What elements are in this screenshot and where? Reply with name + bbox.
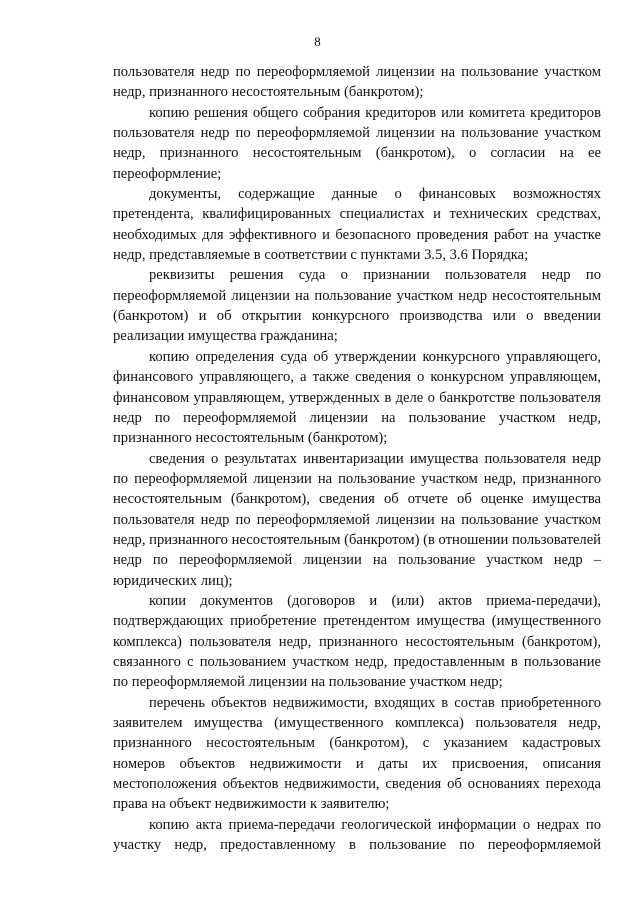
paragraph bbox=[113, 265, 601, 346]
text-line: пользователя недр по переоформляемой лицензии на пользование участком bbox=[113, 511, 601, 528]
text-line: необходимых для эффективного и безопасного проведения работ на участке bbox=[113, 226, 601, 243]
text-line: заявителем имущества (имущественного комплекса) пользователя недр, bbox=[113, 715, 601, 731]
paragraph bbox=[113, 103, 601, 184]
text-line: пользователя недр по переоформляемой лицензии на пользование участком bbox=[113, 64, 601, 80]
text-line: пользователя недр по переоформляемой лицензии на пользование участком bbox=[113, 125, 601, 142]
text-line: недр, признанного несостоятельным (банкротом), о согласии на ее bbox=[113, 145, 601, 162]
text-line: недр, признанного несостоятельным (банкротом); bbox=[113, 84, 424, 101]
text-line: номеров объектов недвижимости и даты их присвоения, описания bbox=[113, 755, 601, 772]
text-line: сведения о результатах инвентаризации имущества пользователя недр bbox=[149, 450, 601, 467]
page-number: 8 bbox=[314, 34, 321, 49]
text-line: копию акта приема-передачи геологической информации о недрах по bbox=[149, 816, 601, 833]
text-line: переоформление; bbox=[113, 165, 222, 182]
text-line: переоформляемой лицензии на пользование участком недр несостоятельным bbox=[113, 287, 601, 304]
text-line: недр, представляемые в соответствии с пунктами 3.5, 3.6 Порядка; bbox=[113, 247, 529, 264]
text-line: комплекса) пользователя недр, признанного несостоятельным (банкротом), bbox=[113, 633, 601, 650]
text-line: подтверждающих приобретение претендентом имущества (имущественного bbox=[113, 613, 601, 630]
text-line: копию решения общего собрания кредиторов или комитета кредиторов bbox=[149, 104, 601, 121]
text-line: перечень объектов недвижимости, входящих в состав приобретенного bbox=[149, 694, 601, 711]
text-line: реализации имущества гражданина; bbox=[113, 328, 338, 345]
paragraph bbox=[113, 347, 601, 449]
paragraph bbox=[113, 449, 601, 591]
text-line: признанного несостоятельным (банкротом), с указанием кадастровых bbox=[113, 735, 601, 752]
text-line: документы, содержащие данные о финансовых возможностях bbox=[149, 186, 601, 203]
text-line: несостоятельным (банкротом), сведения об отчете об оценке имущества bbox=[113, 491, 601, 508]
text-line: копию определения суда об утверждении конкурсного управляющего, bbox=[149, 348, 601, 365]
paragraph bbox=[113, 693, 601, 815]
text-line: по переоформляемой лицензии на пользование участком недр; bbox=[113, 674, 503, 691]
paragraph bbox=[113, 591, 601, 693]
text-line: финансовом управляющем, утвержденных в деле о банкротстве пользователя bbox=[113, 389, 601, 406]
text-line: претендента, квалифицированных специалистах и технических средствах, bbox=[113, 206, 601, 223]
text-line: местоположения объектов недвижимости, сведения об основаниях перехода bbox=[113, 776, 601, 793]
document-body bbox=[113, 62, 601, 855]
paragraph bbox=[113, 184, 601, 265]
text-line: участку недр, предоставленному в пользование по переоформляемой bbox=[113, 837, 601, 854]
text-line: связанного с пользованием участком недр, предоставленным в пользование bbox=[113, 653, 601, 670]
text-line: финансового управляющего, а также сведения о конкурсном управляющем, bbox=[113, 369, 601, 386]
text-line: признанного несостоятельным (банкротом); bbox=[113, 430, 388, 447]
text-line: реквизиты решения суда о признании пользователя недр по bbox=[149, 267, 601, 284]
text-line: недр, признанного несостоятельным (банкротом) (в отношении пользователей bbox=[113, 531, 601, 548]
paragraph bbox=[113, 815, 601, 856]
text-line: юридических лиц); bbox=[113, 572, 233, 589]
text-line: по переоформляемой лицензии на пользование участком недр, признанного bbox=[113, 470, 601, 487]
text-line: права на объект недвижимости к заявителю; bbox=[113, 796, 390, 813]
text-line: недр по переоформляемой лицензии на пользование участком недр – bbox=[113, 552, 601, 569]
text-line: копии документов (договоров и (или) актов приема-передачи), bbox=[149, 592, 601, 609]
paragraph bbox=[113, 62, 601, 103]
text-line: (банкротом) и об открытии конкурсного производства или о введении bbox=[113, 308, 601, 325]
text-line: недр по переоформляемой лицензии на пользование участком недр, bbox=[113, 409, 601, 426]
